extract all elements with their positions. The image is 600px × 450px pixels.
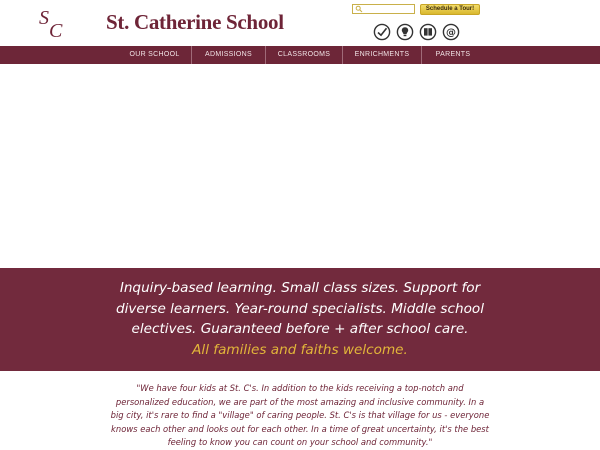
svg-text:@: @ xyxy=(446,27,456,39)
at-sign-icon[interactable] xyxy=(442,23,460,41)
lightbulb-icon[interactable] xyxy=(396,23,414,41)
nav-our-school[interactable]: OUR SCHOOL xyxy=(129,51,180,58)
site-title[interactable]: St. Catherine School xyxy=(106,10,284,34)
svg-text:C: C xyxy=(49,20,63,40)
search-icon xyxy=(355,5,363,13)
svg-text:S: S xyxy=(39,7,49,29)
hero-text: Inquiry-based learning. Small class sizes. Support for diverse learners. Year-round specialists. Middle school electives. Guaranteed before + after school care. xyxy=(115,280,484,337)
site-header xyxy=(0,0,600,46)
school-logo[interactable] xyxy=(38,6,68,40)
nav-enrichments[interactable]: ENRICHMENTS xyxy=(354,51,410,58)
nav-admissions[interactable]: ADMISSIONS xyxy=(205,51,252,58)
nav-classrooms[interactable]: CLASSROOMS xyxy=(277,51,331,58)
hero-banner xyxy=(0,268,600,371)
hero-accent-text: All families and faiths welcome. xyxy=(192,342,408,358)
book-icon[interactable] xyxy=(419,23,437,41)
testimonial-quote: "We have four kids at St. C's. In addition to the kids receiving a top-notch and personalized education, we are part of the most amazing and inclusive community. In a big city, it's rare to find a "village" of caring people. St. C's is that village for us - everyone knows each other and looks out for each other. In a time of great uncertainty, it's the best feeling to know you can count on your school and community." xyxy=(110,383,490,448)
checkmark-circle-icon[interactable] xyxy=(373,23,391,41)
schedule-tour-button[interactable]: Schedule a Tour! xyxy=(420,4,480,15)
search-input[interactable] xyxy=(352,4,415,14)
main-nav xyxy=(0,46,600,64)
nav-parents[interactable]: PARENTS xyxy=(435,51,471,58)
